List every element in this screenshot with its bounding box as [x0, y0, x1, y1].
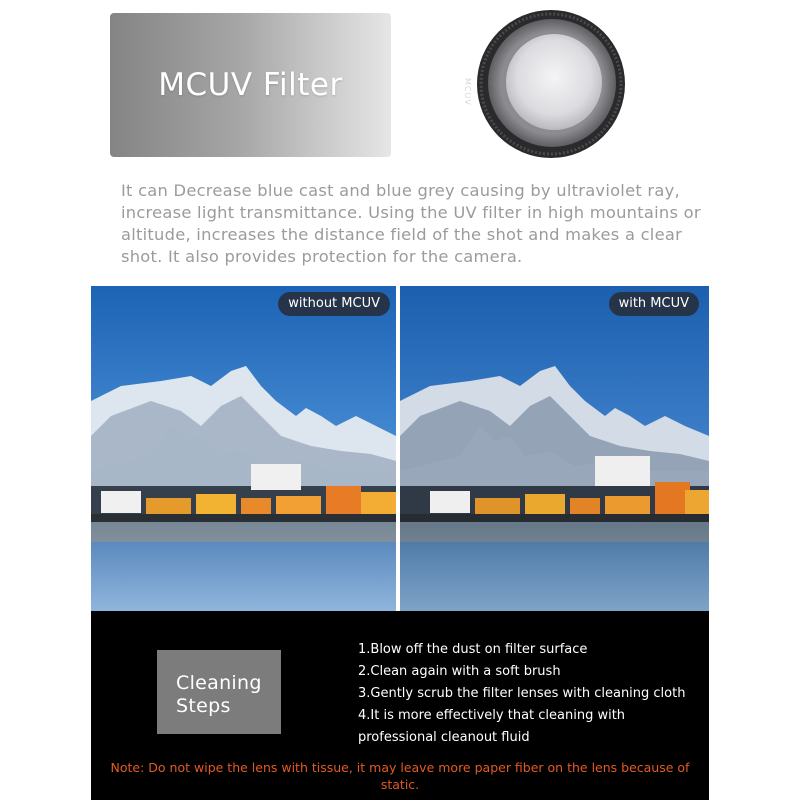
- landscape-image: [400, 286, 709, 611]
- cleaning-steps-list: [358, 639, 698, 749]
- without-mcuv-label: without MCUV: [278, 292, 390, 316]
- cleaning-steps-badge: [157, 650, 281, 734]
- with-mcuv-label: with MCUV: [609, 292, 699, 316]
- title-banner: [110, 13, 391, 157]
- cleaning-step: 2.Clean again with a soft brush: [358, 664, 561, 679]
- description-text: It can Decrease blue cast and blue grey causing by ultraviolet ray, increase light transmittance. Using the UV filter in high mountains or altitude, increases the distance field of the shot and makes a clear shot. It also provides protection for the camera.: [121, 181, 701, 266]
- comparison-photo-without: [91, 286, 396, 611]
- page-title: MCUV Filter: [158, 67, 343, 103]
- cleaning-step: 1.Blow off the dust on filter surface: [358, 642, 588, 657]
- cleaning-steps-title: Cleaning Steps: [176, 672, 262, 717]
- cleaning-step: 4.It is more effectively that cleaning with professional cleanout fluid: [358, 708, 626, 745]
- mcuv-filter-lens-image: [474, 8, 626, 160]
- cleaning-note: Note: Do not wipe the lens with tissue, it may leave more paper fiber on the lens because of static.: [110, 760, 690, 792]
- comparison-photo-with: [400, 286, 709, 611]
- landscape-image: [91, 286, 396, 611]
- lens-ring-label: MCUV: [463, 78, 472, 106]
- cleaning-steps-panel: [91, 611, 709, 800]
- cleaning-step: 3.Gently scrub the filter lenses with cleaning cloth: [358, 686, 686, 701]
